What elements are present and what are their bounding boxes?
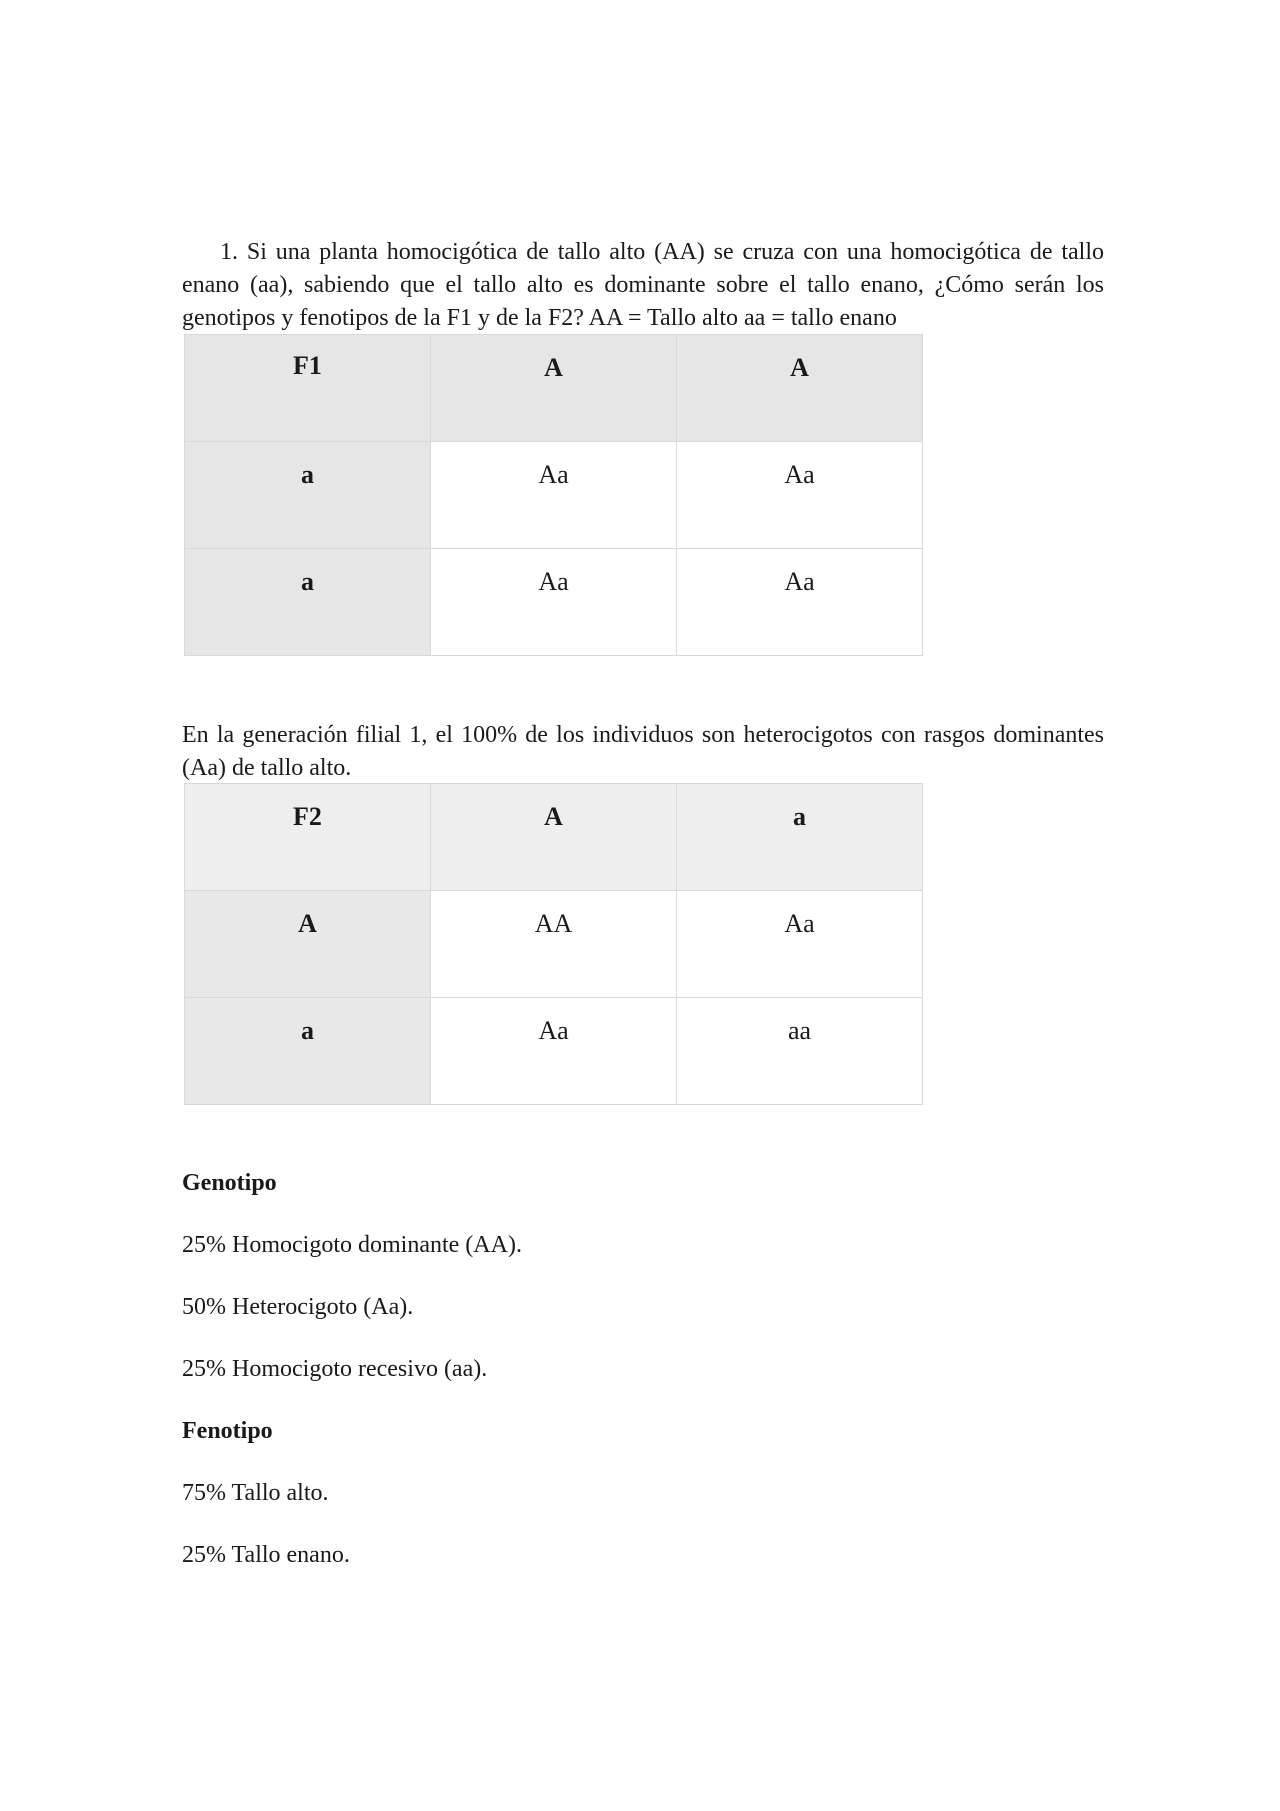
- table-row: [185, 442, 923, 549]
- table-corner-label: F1: [185, 335, 431, 442]
- table-header-row: [185, 335, 923, 442]
- genotype-heading: Genotipo: [182, 1170, 277, 1196]
- genotype-item: 25% Homocigoto dominante (AA).: [182, 1232, 522, 1258]
- genotype-cell: Aa: [431, 998, 677, 1105]
- f1-conclusion-text: En la generación filial 1, el 100% de los individuos son heterocigotos con rasgos dominantes (Aa) de tallo alto.: [182, 722, 1104, 781]
- phenotype-item: 75% Tallo alto.: [182, 1480, 329, 1506]
- table-row: [185, 891, 923, 998]
- column-allele: A: [431, 784, 677, 891]
- punnett-square-f1: [184, 334, 923, 656]
- row-allele: a: [185, 549, 431, 656]
- table-header-row: [185, 784, 923, 891]
- row-allele: A: [185, 891, 431, 998]
- phenotype-item: 25% Tallo enano.: [182, 1542, 350, 1568]
- genotype-cell: aa: [677, 998, 923, 1105]
- genotype-cell: AA: [431, 891, 677, 998]
- genotype-cell: Aa: [677, 549, 923, 656]
- genotype-cell: Aa: [677, 442, 923, 549]
- column-allele: a: [677, 784, 923, 891]
- genotype-item: 50% Heterocigoto (Aa).: [182, 1294, 414, 1320]
- genotype-item: 25% Homocigoto recesivo (aa).: [182, 1356, 488, 1382]
- row-allele: a: [185, 442, 431, 549]
- genotype-cell: Aa: [431, 549, 677, 656]
- genotype-cell: Aa: [431, 442, 677, 549]
- genotype-cell: Aa: [677, 891, 923, 998]
- column-allele: A: [677, 335, 923, 442]
- row-allele: a: [185, 998, 431, 1105]
- column-allele: A: [431, 335, 677, 442]
- table-row: [185, 549, 923, 656]
- question-text: 1. Si una planta homocigótica de tallo alto (AA) se cruza con una homocigótica de tallo enano (aa), sabiendo que el tallo alto es dominante sobre el tallo enano, ¿Cómo serán los genotipos y fenotipos de la F1 y de la F2? AA = Tallo alto aa = tallo enano: [182, 239, 1104, 331]
- table-corner-label: F2: [185, 784, 431, 891]
- results-section: [182, 1168, 1104, 1602]
- punnett-square-f2: [184, 783, 923, 1105]
- phenotype-heading: Fenotipo: [182, 1418, 273, 1444]
- table-row: [185, 998, 923, 1105]
